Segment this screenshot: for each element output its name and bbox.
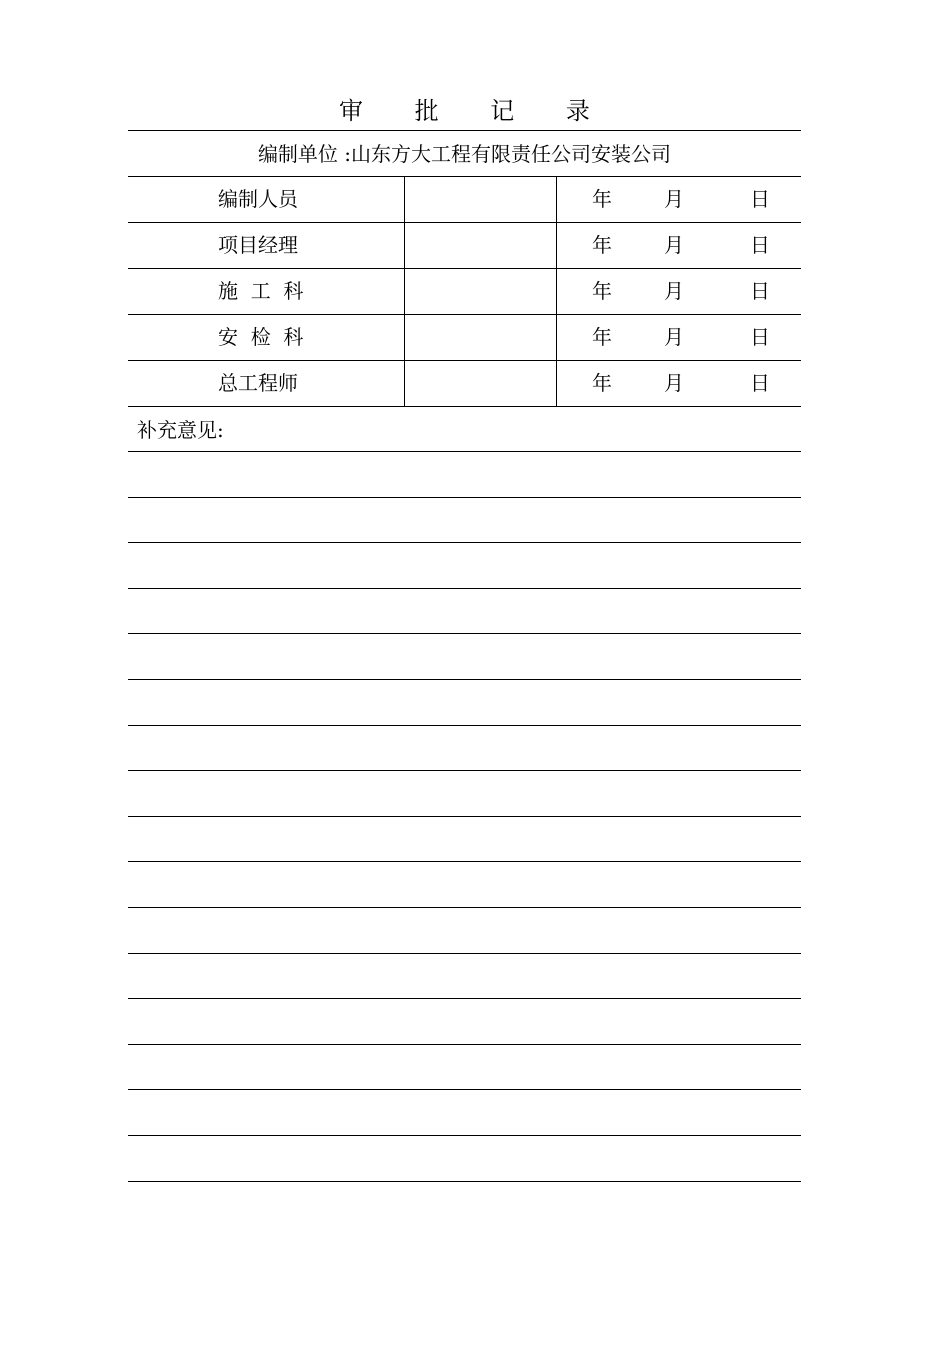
sign-date [557, 361, 801, 406]
remarks-line[interactable] [128, 908, 801, 954]
date-year-label: 年 [592, 233, 612, 257]
remarks-line[interactable] [128, 817, 801, 863]
sign-date [557, 177, 801, 222]
date-year-label: 年 [592, 371, 612, 395]
signature-field[interactable] [405, 361, 557, 406]
remarks-line[interactable] [128, 726, 801, 772]
remarks-line[interactable] [128, 862, 801, 908]
date-month-label: 月 [664, 233, 684, 257]
sign-row-safety-dept [128, 315, 801, 361]
remarks-line[interactable] [128, 680, 801, 726]
date-year-label: 年 [592, 279, 612, 303]
remarks-label: 补充意见: [128, 407, 801, 452]
signature-field[interactable] [405, 315, 557, 360]
date-day-label: 日 [750, 233, 770, 257]
sign-role-label: 编制人员 [128, 177, 405, 222]
approval-form [128, 130, 801, 1182]
sign-row-construction-dept [128, 269, 801, 315]
sign-role-label: 施 工 科 [128, 269, 405, 314]
date-day-label: 日 [750, 187, 770, 211]
remarks-line[interactable] [128, 1136, 801, 1182]
remarks-line[interactable] [128, 1045, 801, 1091]
date-month-label: 月 [664, 187, 684, 211]
sign-date [557, 223, 801, 268]
sign-role-label: 项目经理 [128, 223, 405, 268]
remarks-line[interactable] [128, 771, 801, 817]
sign-date [557, 315, 801, 360]
sign-row-chief-engineer [128, 361, 801, 407]
compiling-unit: 编制单位 :山东方大工程有限责任公司安装公司 [128, 131, 801, 177]
sign-row-project-manager [128, 223, 801, 269]
date-day-label: 日 [750, 325, 770, 349]
date-year-label: 年 [592, 187, 612, 211]
remarks-line[interactable] [128, 999, 801, 1045]
page-title: 审 批 记 录 [339, 97, 612, 125]
signature-field[interactable] [405, 223, 557, 268]
sign-date [557, 269, 801, 314]
date-day-label: 日 [750, 371, 770, 395]
date-month-label: 月 [664, 325, 684, 349]
sign-role-label: 总工程师 [128, 361, 405, 406]
remarks-line[interactable] [128, 634, 801, 680]
remarks-line[interactable] [128, 543, 801, 589]
remarks-line[interactable] [128, 954, 801, 1000]
remarks-line[interactable] [128, 498, 801, 544]
signature-field[interactable] [405, 177, 557, 222]
date-year-label: 年 [592, 325, 612, 349]
date-month-label: 月 [664, 371, 684, 395]
remarks-line[interactable] [128, 452, 801, 498]
date-day-label: 日 [750, 279, 770, 303]
date-month-label: 月 [664, 279, 684, 303]
signature-field[interactable] [405, 269, 557, 314]
sign-row-compiler [128, 177, 801, 223]
sign-role-label: 安 检 科 [128, 315, 405, 360]
remarks-line[interactable] [128, 1090, 801, 1136]
remarks-line[interactable] [128, 589, 801, 635]
